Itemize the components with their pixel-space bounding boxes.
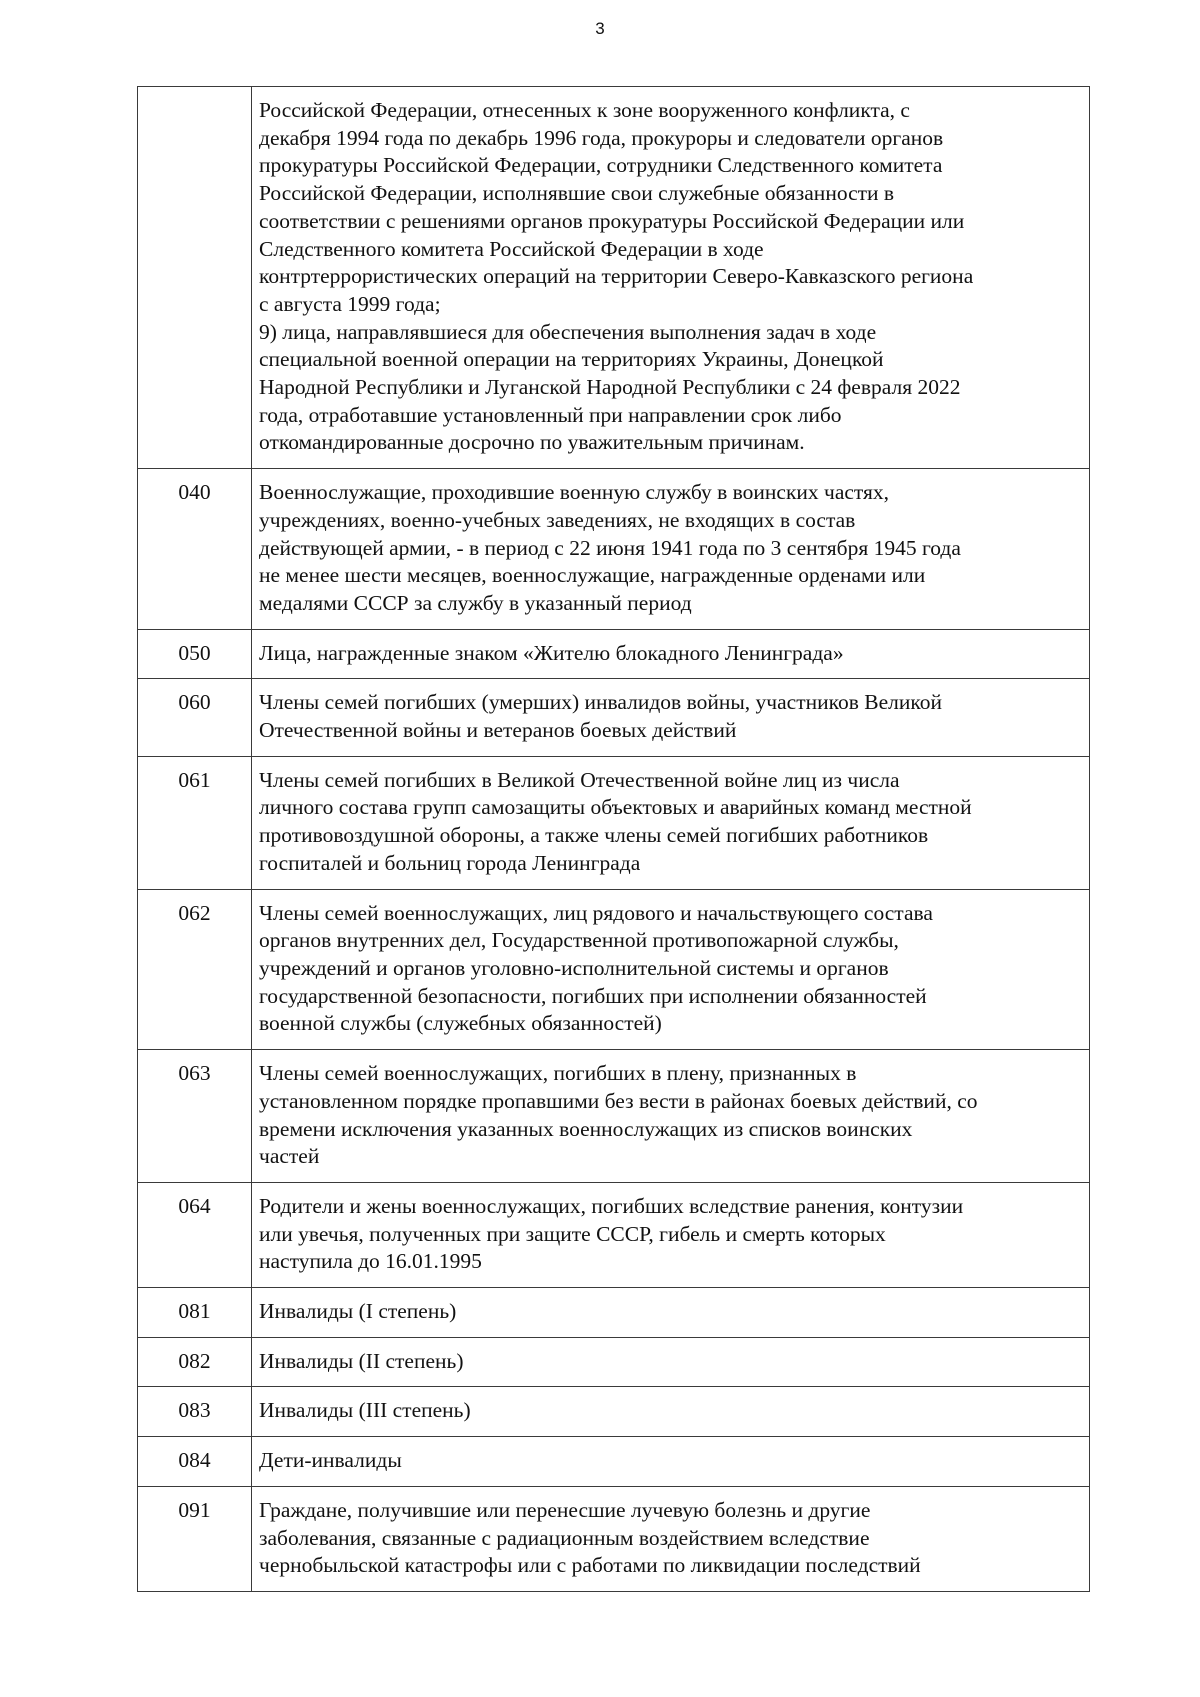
row-description: Инвалиды (I степень) bbox=[252, 1288, 1090, 1338]
table-row bbox=[138, 1288, 1090, 1338]
row-code: 063 bbox=[138, 1050, 252, 1183]
row-description: Члены семей погибших (умерших) инвалидов войны, участников Великой Отечественной войны и ветеранов боевых действий bbox=[252, 679, 1090, 756]
benefit-category-table bbox=[137, 86, 1090, 1592]
row-description: Члены семей погибших в Великой Отечественной войне лиц из числа личного состава групп самозащиты объектовых и аварийных команд местной противовоздушной обороны, а также члены семей погибших работников госпиталей и больниц города Ленинграда bbox=[252, 756, 1090, 889]
row-description: Российской Федерации, отнесенных к зоне вооруженного конфликта, с декабря 1994 года по декабрь 1996 года, прокуроры и следователи органов прокуратуры Российской Федерации, сотрудники Следственного комитета Российской Федерации, исполнявшие свои служебные обязанности в соответствии с решениями органов прокуратуры Российской Федерации или Следственного комитета Российской Федерации в ходе контртеррористических операций на территории Северо-Кавказского региона с августа 1999 года; 9) лица, направлявшиеся для обеспечения выполнения задач в ходе специальной военной операции на территориях Украины, Донецкой Народной Республики и Луганской Народной Республики с 24 февраля 2022 года, отработавшие установленный при направлении срок либо откомандированные досрочно по уважительным причинам. bbox=[252, 87, 1090, 469]
table-row bbox=[138, 1337, 1090, 1387]
row-code: 082 bbox=[138, 1337, 252, 1387]
row-code: 064 bbox=[138, 1182, 252, 1287]
table-row bbox=[138, 87, 1090, 469]
row-description: Инвалиды (II степень) bbox=[252, 1337, 1090, 1387]
page-number: 3 bbox=[595, 19, 605, 38]
table-row bbox=[138, 1182, 1090, 1287]
row-code: 081 bbox=[138, 1288, 252, 1338]
row-code: 062 bbox=[138, 889, 252, 1050]
row-code: 061 bbox=[138, 756, 252, 889]
row-description: Родители и жены военнослужащих, погибших вследствие ранения, контузии или увечья, полученных при защите СССР, гибель и смерть которых наступила до 16.01.1995 bbox=[252, 1182, 1090, 1287]
table-row bbox=[138, 469, 1090, 630]
row-description: Члены семей военнослужащих, лиц рядового и начальствующего состава органов внутренних дел, Государственной противопожарной службы, учреждений и органов уголовно-исполнительной системы и органов государственной безопасности, погибших при исполнении обязанностей военной службы (служебных обязанностей) bbox=[252, 889, 1090, 1050]
table-row bbox=[138, 1486, 1090, 1591]
row-description: Дети-инвалиды bbox=[252, 1437, 1090, 1487]
row-description: Лица, награжденные знаком «Жителю блокадного Ленинграда» bbox=[252, 629, 1090, 679]
table-row bbox=[138, 1387, 1090, 1437]
row-code bbox=[138, 87, 252, 469]
row-code: 083 bbox=[138, 1387, 252, 1437]
row-description: Граждане, получившие или перенесшие лучевую болезнь и другие заболевания, связанные с радиационным воздействием вследствие чернобыльской катастрофы или с работами по ликвидации последствий bbox=[252, 1486, 1090, 1591]
table-row bbox=[138, 629, 1090, 679]
row-description: Инвалиды (III степень) bbox=[252, 1387, 1090, 1437]
row-code: 091 bbox=[138, 1486, 252, 1591]
row-code: 040 bbox=[138, 469, 252, 630]
table-row bbox=[138, 889, 1090, 1050]
table-row bbox=[138, 756, 1090, 889]
row-code: 084 bbox=[138, 1437, 252, 1487]
table-row bbox=[138, 679, 1090, 756]
table-row bbox=[138, 1050, 1090, 1183]
row-description: Члены семей военнослужащих, погибших в плену, признанных в установленном порядке пропавшими без вести в районах боевых действий, со времени исключения указанных военнослужащих из списков воинских частей bbox=[252, 1050, 1090, 1183]
row-code: 060 bbox=[138, 679, 252, 756]
table-row bbox=[138, 1437, 1090, 1487]
row-code: 050 bbox=[138, 629, 252, 679]
row-description: Военнослужащие, проходившие военную службу в воинских частях, учреждениях, военно-учебных заведениях, не входящих в состав действующей армии, - в период с 22 июня 1941 года по 3 сентября 1945 года не менее шести месяцев, военнослужащие, награжденные орденами или медалями СССР за службу в указанный период bbox=[252, 469, 1090, 630]
